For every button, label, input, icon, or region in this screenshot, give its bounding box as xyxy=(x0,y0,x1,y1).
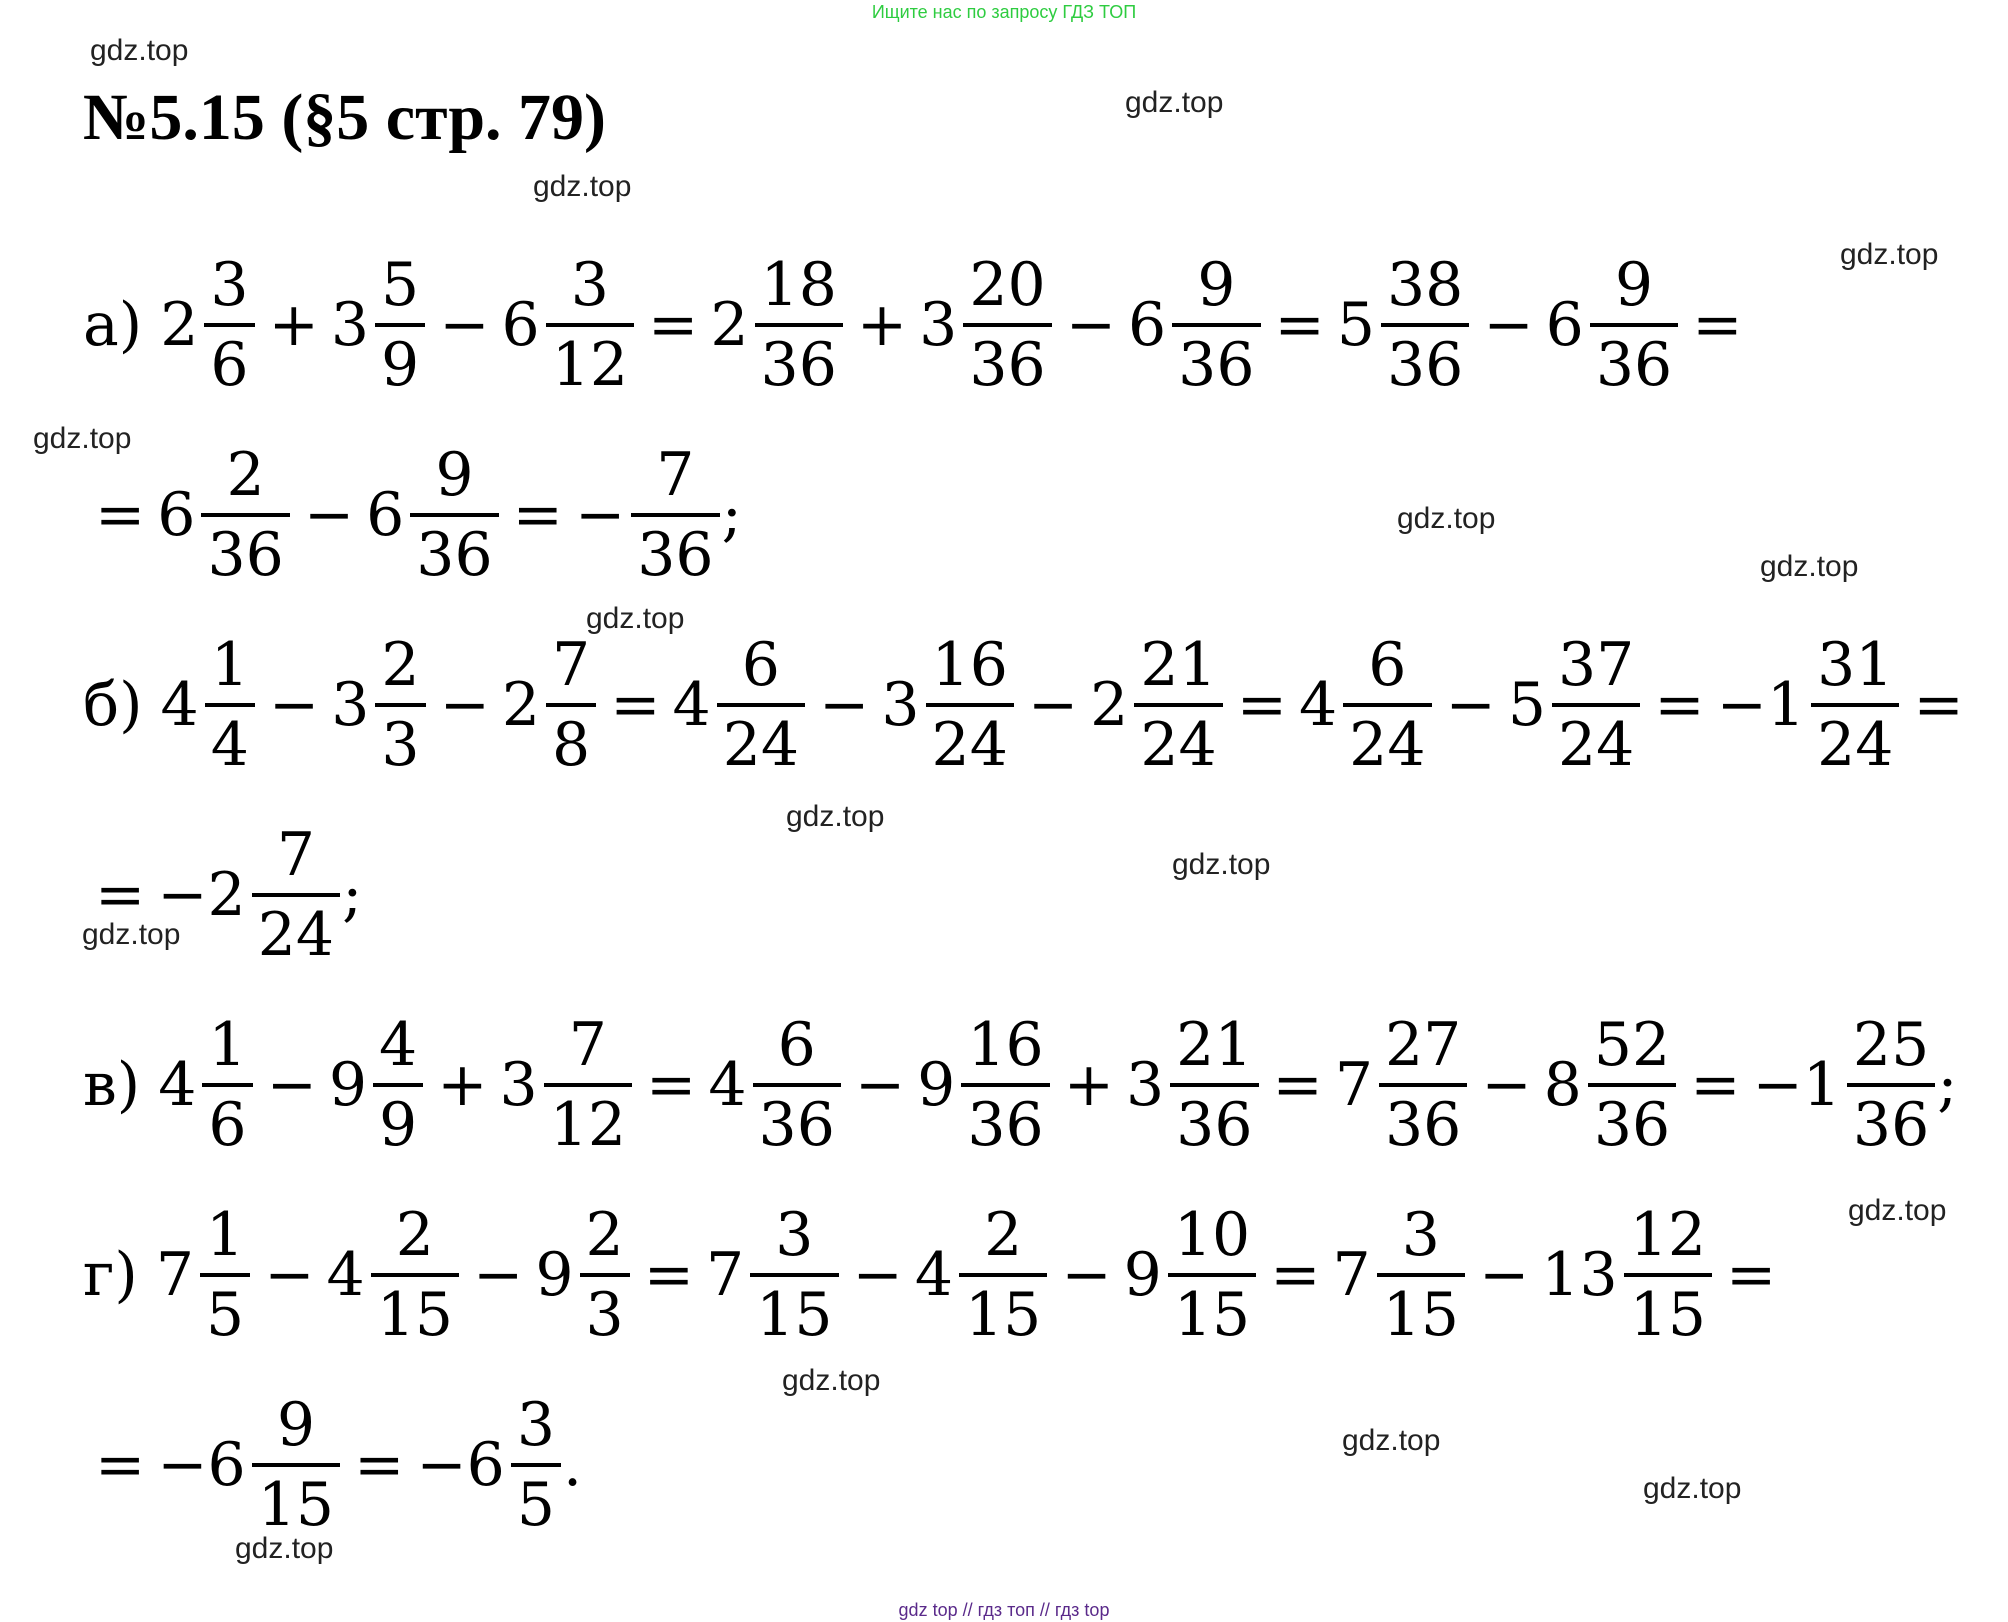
fraction-numerator: 9 xyxy=(276,1390,315,1460)
whole-number: 9 xyxy=(917,1050,956,1120)
fraction xyxy=(1552,630,1640,780)
math-operator: + xyxy=(268,290,319,360)
whole-number: 3 xyxy=(331,670,370,740)
fraction xyxy=(1590,250,1678,400)
fraction xyxy=(371,1200,459,1350)
whole-number: 4 xyxy=(158,1050,197,1120)
whole-number: 4 xyxy=(160,670,199,740)
whole-number: 4 xyxy=(914,1240,953,1310)
whole-number: 3 xyxy=(919,290,958,360)
watermark: gdz.top xyxy=(586,602,685,635)
fraction-numerator: 37 xyxy=(1558,630,1635,700)
math-operator: − xyxy=(854,1050,906,1120)
fraction-numerator: 20 xyxy=(969,250,1046,320)
fraction-denominator: 6 xyxy=(202,1083,252,1155)
equation-b-line-1 xyxy=(83,610,1976,800)
fraction-denominator: 3 xyxy=(580,1273,630,1345)
fraction xyxy=(926,630,1014,780)
fraction xyxy=(410,440,498,590)
whole-number: 3 xyxy=(330,290,370,360)
fraction xyxy=(580,1200,630,1350)
equation-b-line-2 xyxy=(83,800,362,990)
fraction-denominator: 24 xyxy=(1134,703,1222,775)
fraction-numerator: 12 xyxy=(1629,1200,1707,1270)
fraction xyxy=(201,440,289,590)
whole-number: 3 xyxy=(1125,1050,1165,1120)
fraction xyxy=(1377,1200,1465,1350)
watermark: gdz.top xyxy=(33,422,132,455)
fraction-numerator: 5 xyxy=(381,250,420,320)
fraction-denominator: 36 xyxy=(201,513,289,585)
fraction-numerator: 6 xyxy=(741,630,780,700)
fraction-denominator: 12 xyxy=(544,1083,632,1155)
fraction-denominator: 9 xyxy=(373,1083,423,1155)
math-operator: − xyxy=(1481,1050,1532,1120)
fraction xyxy=(961,1010,1049,1160)
fraction xyxy=(375,630,425,780)
fraction-numerator: 3 xyxy=(1401,1200,1440,1270)
math-operator: − xyxy=(1065,290,1116,360)
fraction-denominator: 5 xyxy=(200,1273,250,1345)
math-operator: = xyxy=(1274,290,1325,360)
whole-number: −2 xyxy=(157,860,246,930)
footer-note: gdz top // гдз топ // гдз top xyxy=(898,1600,1110,1620)
math-operator: − xyxy=(473,1240,524,1310)
fraction-denominator: 15 xyxy=(371,1273,459,1345)
fraction-denominator: 36 xyxy=(755,323,843,395)
whole-number: 8 xyxy=(1543,1050,1582,1120)
fraction-numerator: 25 xyxy=(1852,1010,1930,1080)
whole-number: 7 xyxy=(1334,1050,1373,1120)
fraction xyxy=(546,250,634,400)
whole-number: 6 xyxy=(1545,290,1584,360)
watermark: gdz.top xyxy=(1840,238,1939,271)
whole-number: 9 xyxy=(1123,1240,1162,1310)
whole-number: −1 xyxy=(1752,1050,1841,1120)
whole-number: 2 xyxy=(501,670,541,740)
fraction-denominator: 36 xyxy=(1847,1083,1935,1155)
whole-number: 7 xyxy=(705,1240,745,1310)
fraction xyxy=(200,1200,250,1350)
fraction-numerator: 21 xyxy=(1176,1010,1253,1080)
page-title: №5.15 (§5 стр. 79) xyxy=(83,81,607,154)
math-operator: = xyxy=(1913,670,1964,740)
whole-number: 6 xyxy=(157,480,196,550)
math-operator: − xyxy=(852,1240,903,1310)
math-operator: = xyxy=(1726,1240,1777,1310)
math-operator: − xyxy=(266,1050,317,1120)
whole-number: 4 xyxy=(708,1050,747,1120)
fraction-denominator: 15 xyxy=(1377,1273,1465,1345)
math-operator: − xyxy=(268,670,320,740)
equation-label: г) xyxy=(83,1240,138,1310)
math-operator: − xyxy=(1027,670,1079,740)
fraction-denominator: 36 xyxy=(631,513,719,585)
math-operator: = xyxy=(95,1430,146,1500)
equation-g-line-1 xyxy=(83,1180,1788,1370)
watermark: gdz.top xyxy=(1848,1194,1947,1227)
fraction xyxy=(205,630,255,780)
fraction xyxy=(1811,630,1899,780)
fraction xyxy=(1170,1010,1258,1160)
whole-number: 6 xyxy=(1127,290,1167,360)
equation-a-line-1 xyxy=(83,230,1754,420)
whole-number: 9 xyxy=(535,1240,574,1310)
watermark: gdz.top xyxy=(1172,848,1271,881)
fraction-denominator: 36 xyxy=(1172,323,1260,395)
fraction xyxy=(959,1200,1047,1350)
fraction xyxy=(252,820,340,970)
fraction-numerator: 21 xyxy=(1140,630,1217,700)
fraction-denominator: 8 xyxy=(546,703,596,775)
whole-number: 6 xyxy=(501,290,540,360)
fraction xyxy=(750,1200,838,1350)
math-operator: = xyxy=(646,1050,697,1120)
math-operator: = xyxy=(643,1240,694,1310)
fraction-denominator: 24 xyxy=(252,893,340,965)
fraction-numerator: 7 xyxy=(552,630,591,700)
header-note: Ищите нас по запросу ГДЗ ТОП xyxy=(871,2,1137,22)
whole-number: 2 xyxy=(710,290,749,360)
fraction-denominator: 15 xyxy=(1168,1273,1256,1345)
math-operator: = xyxy=(648,290,699,360)
watermark: gdz.top xyxy=(1397,502,1496,535)
fraction-numerator: 6 xyxy=(1368,630,1407,700)
fraction xyxy=(375,250,425,400)
equation-label: а) xyxy=(83,290,143,360)
fraction-denominator: 5 xyxy=(511,1463,561,1535)
fraction-denominator: 24 xyxy=(1552,703,1640,775)
fraction-numerator: 7 xyxy=(568,1010,607,1080)
fraction-denominator: 24 xyxy=(1811,703,1899,775)
fraction-denominator: 15 xyxy=(252,1463,340,1535)
fraction xyxy=(1168,1200,1256,1350)
math-operator: = xyxy=(1272,1050,1323,1120)
math-operator: = xyxy=(95,480,146,550)
math-operator: − xyxy=(1483,290,1534,360)
fraction-denominator: 24 xyxy=(717,703,805,775)
fraction-numerator: 1 xyxy=(210,630,249,700)
punctuation: . xyxy=(563,1430,583,1500)
fraction-numerator: 9 xyxy=(435,440,474,510)
watermark: gdz.top xyxy=(235,1532,334,1565)
fraction-numerator: 1 xyxy=(208,1010,247,1080)
fraction-numerator: 2 xyxy=(381,630,420,700)
whole-number: 3 xyxy=(881,670,920,740)
fraction-numerator: 38 xyxy=(1387,250,1464,320)
fraction-numerator: 6 xyxy=(777,1010,816,1080)
fraction xyxy=(252,1390,340,1540)
fraction-denominator: 36 xyxy=(1170,1083,1258,1155)
punctuation: ; xyxy=(721,480,742,550)
fraction xyxy=(1381,250,1469,400)
whole-number: −6 xyxy=(157,1430,246,1500)
fraction-denominator: 4 xyxy=(205,703,255,775)
equation-label: в) xyxy=(83,1050,141,1120)
equation-v-line-1 xyxy=(83,990,1958,1180)
fraction xyxy=(755,250,843,400)
whole-number: 4 xyxy=(1298,670,1338,740)
whole-number: 4 xyxy=(326,1240,365,1310)
math-operator: + xyxy=(856,290,908,360)
whole-number: 6 xyxy=(366,480,405,550)
whole-number: 5 xyxy=(1336,290,1375,360)
math-operator: = xyxy=(610,670,661,740)
fraction-numerator: 3 xyxy=(516,1390,556,1460)
whole-number: 2 xyxy=(1090,670,1129,740)
math-operator: = xyxy=(95,860,146,930)
fraction xyxy=(753,1010,841,1160)
fraction xyxy=(511,1390,561,1540)
fraction-denominator: 24 xyxy=(926,703,1014,775)
whole-number: 3 xyxy=(499,1050,538,1120)
fraction xyxy=(1343,630,1431,780)
fraction xyxy=(544,1010,632,1160)
math-operator: = xyxy=(1690,1050,1741,1120)
fraction-numerator: 52 xyxy=(1593,1010,1671,1080)
math-operator: − xyxy=(303,480,355,550)
fraction xyxy=(1134,630,1222,780)
fraction-numerator: 2 xyxy=(984,1200,1023,1270)
watermark: gdz.top xyxy=(786,800,885,833)
fraction-denominator: 36 xyxy=(1379,1083,1467,1155)
watermark: gdz.top xyxy=(1643,1472,1742,1505)
fraction-numerator: 18 xyxy=(760,250,837,320)
fraction-numerator: 1 xyxy=(206,1200,245,1270)
math-operator: = xyxy=(354,1430,405,1500)
watermark: gdz.top xyxy=(782,1364,881,1397)
fraction-denominator: 6 xyxy=(204,323,254,395)
fraction xyxy=(546,630,596,780)
fraction-denominator: 36 xyxy=(753,1083,841,1155)
fraction-numerator: 2 xyxy=(395,1200,434,1270)
fraction-denominator: 9 xyxy=(375,323,425,395)
math-operator: − xyxy=(439,670,490,740)
watermark: gdz.top xyxy=(82,918,181,951)
whole-number: 7 xyxy=(1332,1240,1371,1310)
fraction-numerator: 3 xyxy=(570,250,609,320)
whole-number: 13 xyxy=(1541,1240,1618,1310)
math-operator: − xyxy=(819,670,870,740)
math-operator: + xyxy=(1063,1050,1114,1120)
whole-number: − xyxy=(574,480,626,550)
watermark: gdz.top xyxy=(533,170,632,203)
equation-a-line-2 xyxy=(83,420,742,610)
whole-number: 2 xyxy=(160,290,199,360)
fraction xyxy=(1379,1010,1467,1160)
punctuation: ; xyxy=(342,860,363,930)
math-operator: − xyxy=(264,1240,315,1310)
fraction xyxy=(204,250,254,400)
fraction-denominator: 12 xyxy=(546,323,634,395)
whole-number: 7 xyxy=(155,1240,195,1310)
fraction-numerator: 3 xyxy=(775,1200,814,1270)
math-operator: − xyxy=(1061,1240,1112,1310)
watermark: gdz.top xyxy=(90,34,189,67)
fraction-denominator: 36 xyxy=(1590,323,1678,395)
fraction-numerator: 16 xyxy=(967,1010,1044,1080)
math-operator: − xyxy=(1479,1240,1530,1310)
fraction-denominator: 15 xyxy=(750,1273,838,1345)
fraction-numerator: 31 xyxy=(1817,630,1894,700)
fraction-numerator: 7 xyxy=(276,820,315,890)
math-operator: − xyxy=(439,290,490,360)
math-operator: − xyxy=(1445,670,1496,740)
whole-number: 4 xyxy=(672,670,711,740)
fraction xyxy=(1847,1010,1935,1160)
fraction-numerator: 2 xyxy=(585,1200,624,1270)
fraction-numerator: 16 xyxy=(931,630,1008,700)
fraction-denominator: 15 xyxy=(959,1273,1047,1345)
fraction-numerator: 7 xyxy=(656,440,695,510)
fraction-numerator: 3 xyxy=(210,250,249,320)
math-operator: + xyxy=(437,1050,488,1120)
fraction xyxy=(202,1010,252,1160)
fraction xyxy=(1624,1200,1712,1350)
fraction-numerator: 2 xyxy=(226,440,265,510)
fraction-numerator: 10 xyxy=(1173,1200,1251,1270)
fraction xyxy=(1172,250,1260,400)
fraction-denominator: 36 xyxy=(963,323,1051,395)
math-operator: = xyxy=(1270,1240,1321,1310)
math-operator: = xyxy=(1692,290,1743,360)
watermark: gdz.top xyxy=(1125,86,1224,119)
fraction-numerator: 4 xyxy=(379,1010,418,1080)
punctuation: ; xyxy=(1937,1050,1958,1120)
fraction-denominator: 36 xyxy=(1588,1083,1676,1155)
fraction-numerator: 9 xyxy=(1197,250,1236,320)
fraction-numerator: 9 xyxy=(1614,250,1654,320)
equation-label: б) xyxy=(83,670,143,740)
whole-number: −6 xyxy=(416,1430,505,1500)
fraction xyxy=(717,630,805,780)
fraction xyxy=(373,1010,423,1160)
watermark: gdz.top xyxy=(1342,1424,1441,1457)
fraction-numerator: 27 xyxy=(1385,1010,1462,1080)
watermark: gdz.top xyxy=(1760,550,1859,583)
whole-number: 5 xyxy=(1507,670,1546,740)
fraction-denominator: 36 xyxy=(1381,323,1469,395)
fraction-denominator: 3 xyxy=(375,703,425,775)
whole-number: −1 xyxy=(1716,670,1806,740)
math-operator: = xyxy=(512,480,563,550)
fraction xyxy=(1588,1010,1676,1160)
fraction-denominator: 15 xyxy=(1624,1273,1712,1345)
fraction xyxy=(631,440,719,590)
fraction-denominator: 36 xyxy=(961,1083,1049,1155)
whole-number: 9 xyxy=(328,1050,368,1120)
fraction-denominator: 24 xyxy=(1343,703,1431,775)
fraction-denominator: 36 xyxy=(410,513,498,585)
math-operator: = xyxy=(1236,670,1287,740)
fraction xyxy=(963,250,1051,400)
math-operator: = xyxy=(1654,670,1705,740)
